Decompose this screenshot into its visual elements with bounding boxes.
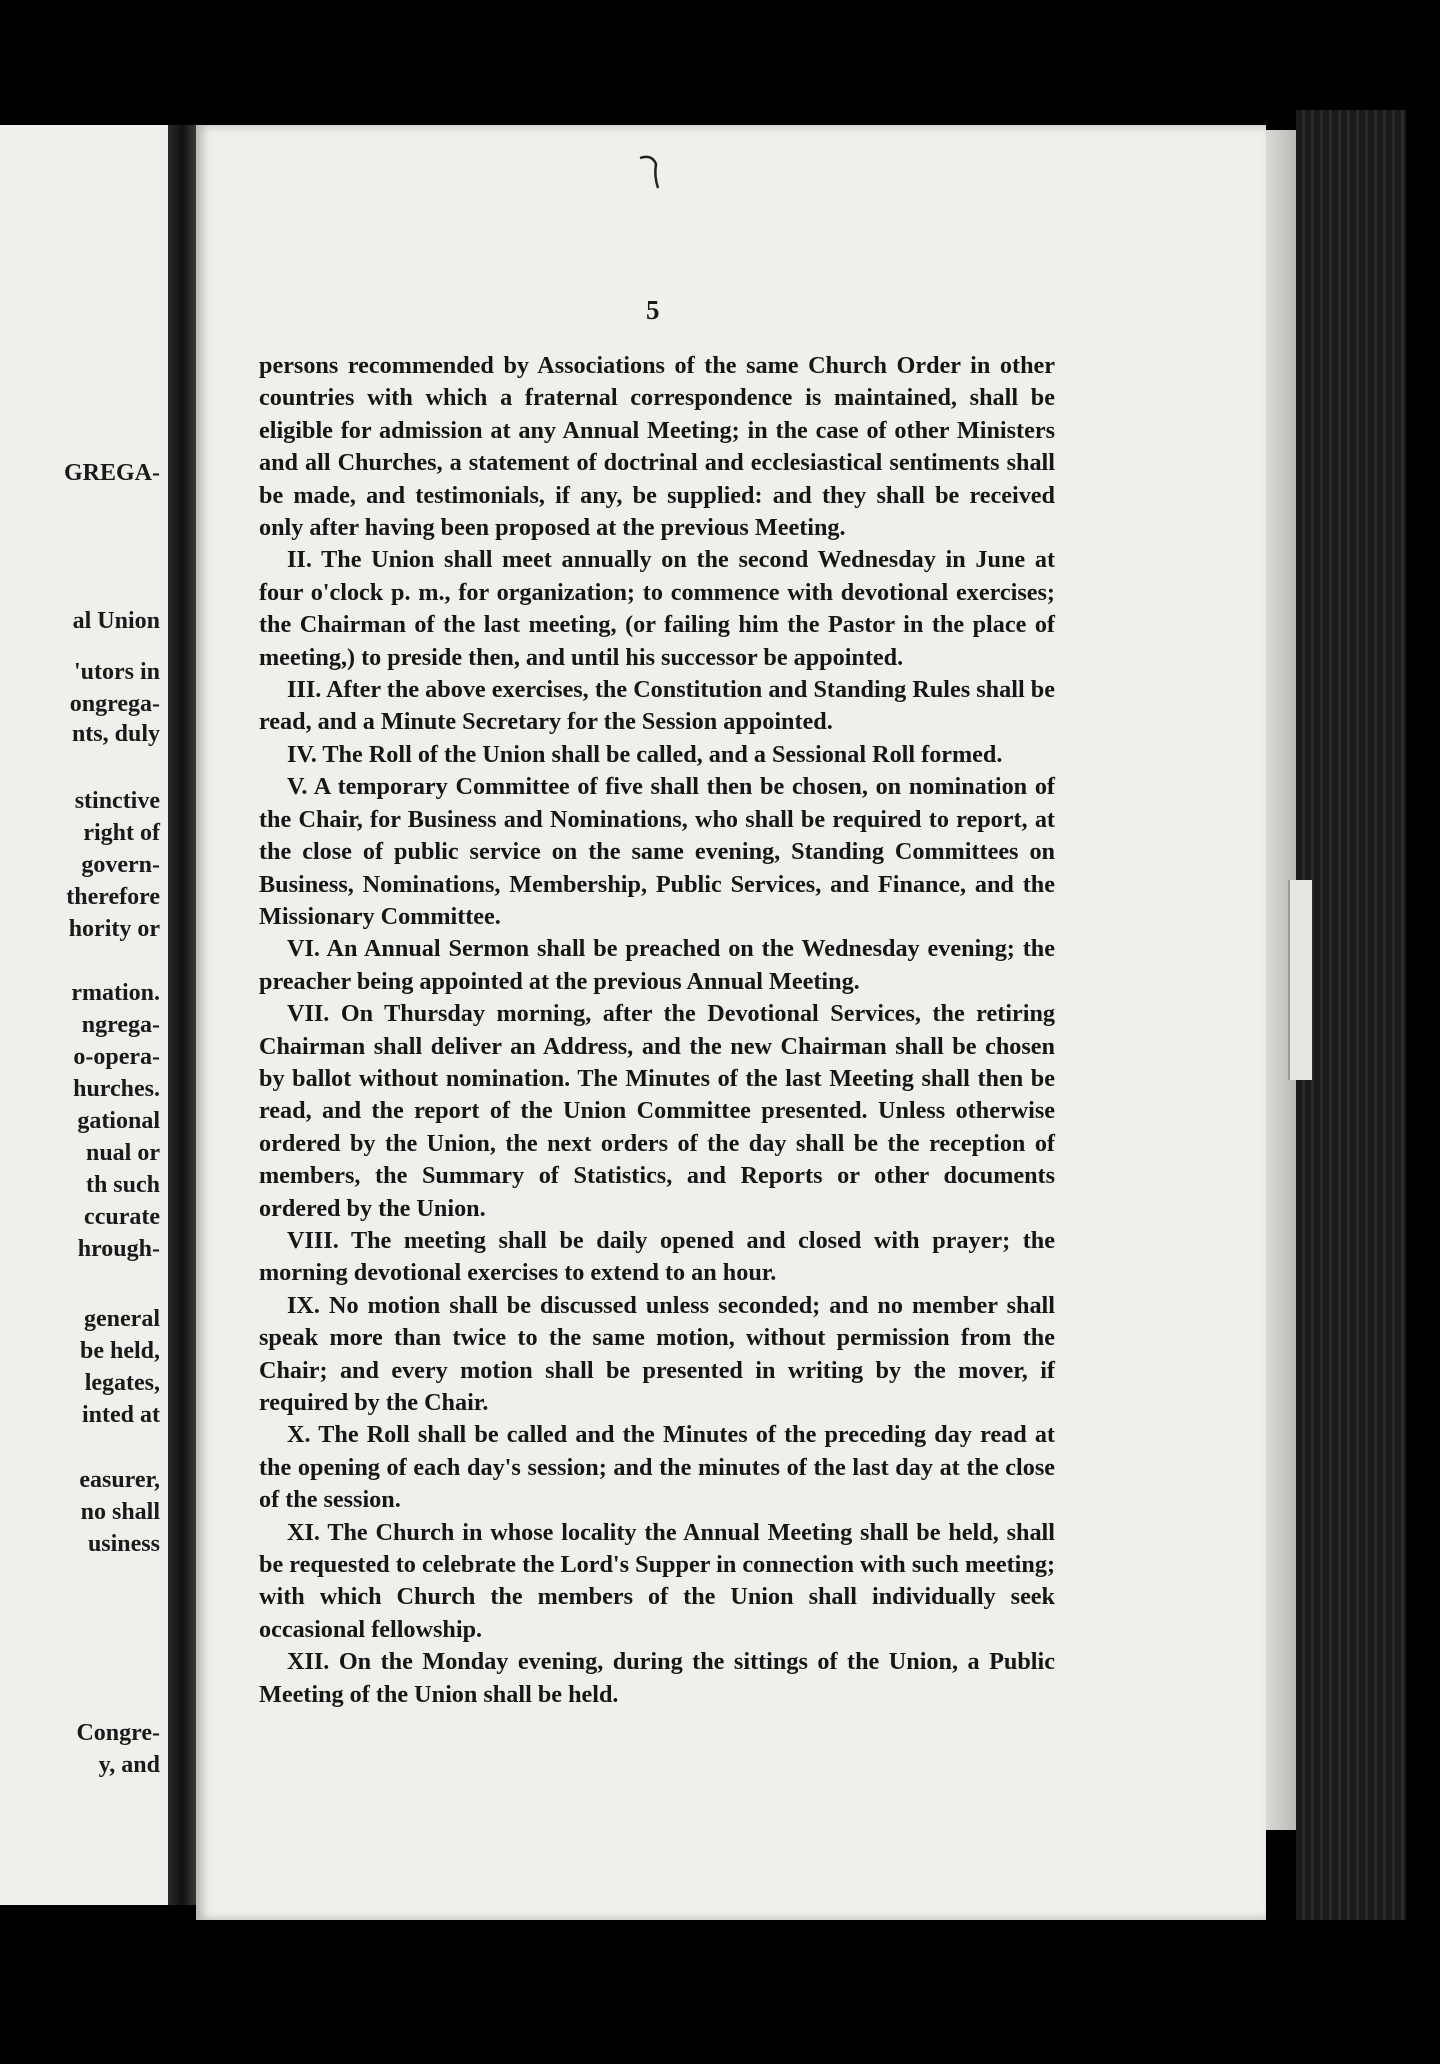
left-fragment: rmation.	[71, 980, 160, 1006]
left-fragment: hority or	[68, 916, 160, 942]
left-fragment: easurer,	[79, 1467, 160, 1493]
book-gutter	[168, 125, 196, 1905]
paragraph: persons recommended by Associations of the same Church Order in other countries with which a fraternal correspondence is maintained, shall be eligible for admission at any Annual Meeting; in the case of other Ministers and all Churches, a statement of doctrinal and ecclesiastical sentiments shall be made, and testimonials, if any, be supplied: and they shall be received only after having been proposed at the previous Meeting.	[259, 352, 1055, 542]
left-fragment: o-opera-	[73, 1044, 160, 1070]
page-tab-marker	[1288, 880, 1312, 1080]
left-fragment: nts, duly	[71, 721, 160, 747]
paragraph: XII. On the Monday evening, during the sittings of the Union, a Public Meeting of the Union shall be held.	[259, 1648, 1055, 1708]
left-fragment: usiness	[87, 1531, 160, 1557]
left-fragment: y, and	[98, 1752, 160, 1778]
paragraph: II. The Union shall meet annually on the second Wednesday in June at four o'clock p. m., for organization; to commence with devotional exercises; the Chairman of the last meeting, (or failing him the Pastor in the place of meeting,) to preside then, and until his successor be appointed.	[259, 546, 1055, 671]
paragraph: VI. An Annual Sermon shall be preached on the Wednesday evening; the preacher being appointed at the previous Annual Meeting.	[259, 935, 1055, 995]
paragraph: VIII. The meeting shall be daily opened and closed with prayer; the morning devotional exercises to extend to an hour.	[259, 1226, 1055, 1287]
left-fragment: 'utors in	[73, 659, 160, 685]
left-fragment: inted at	[82, 1402, 160, 1428]
book-spine	[1296, 110, 1406, 1920]
paragraph: V. A temporary Committee of five shall then be chosen, on nomination of the Chair, for Business and Nominations, who shall be required to report, at the close of public service on the same evening, Standing Committees on Business, Nominations, Membership, Public Services, and Finance, and the Missionary Committee.	[259, 773, 1055, 930]
left-fragment: hrough-	[77, 1236, 160, 1262]
paragraph: X. The Roll shall be called and the Minutes of the preceding day read at the opening of each day's session; and the minutes of the last day at the close of the session.	[259, 1421, 1055, 1514]
left-fragment: therefore	[66, 884, 160, 910]
left-fragment: be held,	[79, 1338, 160, 1364]
paragraph: IV. The Roll of the Union shall be called, and a Sessional Roll formed.	[287, 740, 1003, 768]
document-body	[259, 350, 1055, 1711]
paragraph: III. After the above exercises, the Constitution and Standing Rules shall be read, and a Minute Secretary for the Session appointed.	[259, 676, 1055, 736]
left-fragment: legates,	[84, 1370, 160, 1396]
ink-mark	[636, 150, 666, 210]
left-fragment: nual or	[85, 1140, 160, 1166]
left-fragment: general	[84, 1306, 160, 1332]
left-fragment: Congre-	[76, 1720, 160, 1746]
left-fragment: al Union	[72, 608, 160, 634]
left-fragment: GREGA-	[64, 460, 160, 486]
left-fragment: no shall	[80, 1499, 160, 1525]
left-fragment: ccurate	[84, 1204, 160, 1230]
page-number: 5	[646, 295, 660, 325]
left-fragment: stinctive	[74, 788, 160, 814]
paragraph: IX. No motion shall be discussed unless seconded; and no member shall speak more than twice to the same motion, without permission from the Chair; and every motion shall be presented in writing by the mover, if required by the Chair.	[259, 1291, 1055, 1416]
left-fragment: hurches.	[73, 1076, 160, 1102]
paragraph: XI. The Church in whose locality the Annual Meeting shall be held, shall be requested to celebrate the Lord's Supper in connection with such meeting; with which Church the members of the Union shall individually seek occasional fellowship.	[259, 1518, 1055, 1643]
left-fragment: ongrega-	[69, 691, 160, 717]
paragraph: VII. On Thursday morning, after the Devotional Services, the retiring Chairman shall deliver an Address, and the new Chairman shall be chosen by ballot without nomination. The Minutes of the last Meeting shall then be read, and the report of the Union Committee presented. Unless otherwise ordered by the Union, the next orders of the day shall be the reception of members, the Summary of Statistics, and Reports or other documents ordered by the Union.	[259, 1000, 1055, 1222]
left-fragment: ngrega-	[81, 1012, 160, 1038]
left-facing-page	[0, 125, 168, 1905]
left-fragment: gational	[77, 1108, 160, 1134]
left-fragment: th such	[85, 1172, 160, 1198]
left-fragment: govern-	[81, 852, 160, 878]
left-fragment: right of	[83, 820, 160, 846]
